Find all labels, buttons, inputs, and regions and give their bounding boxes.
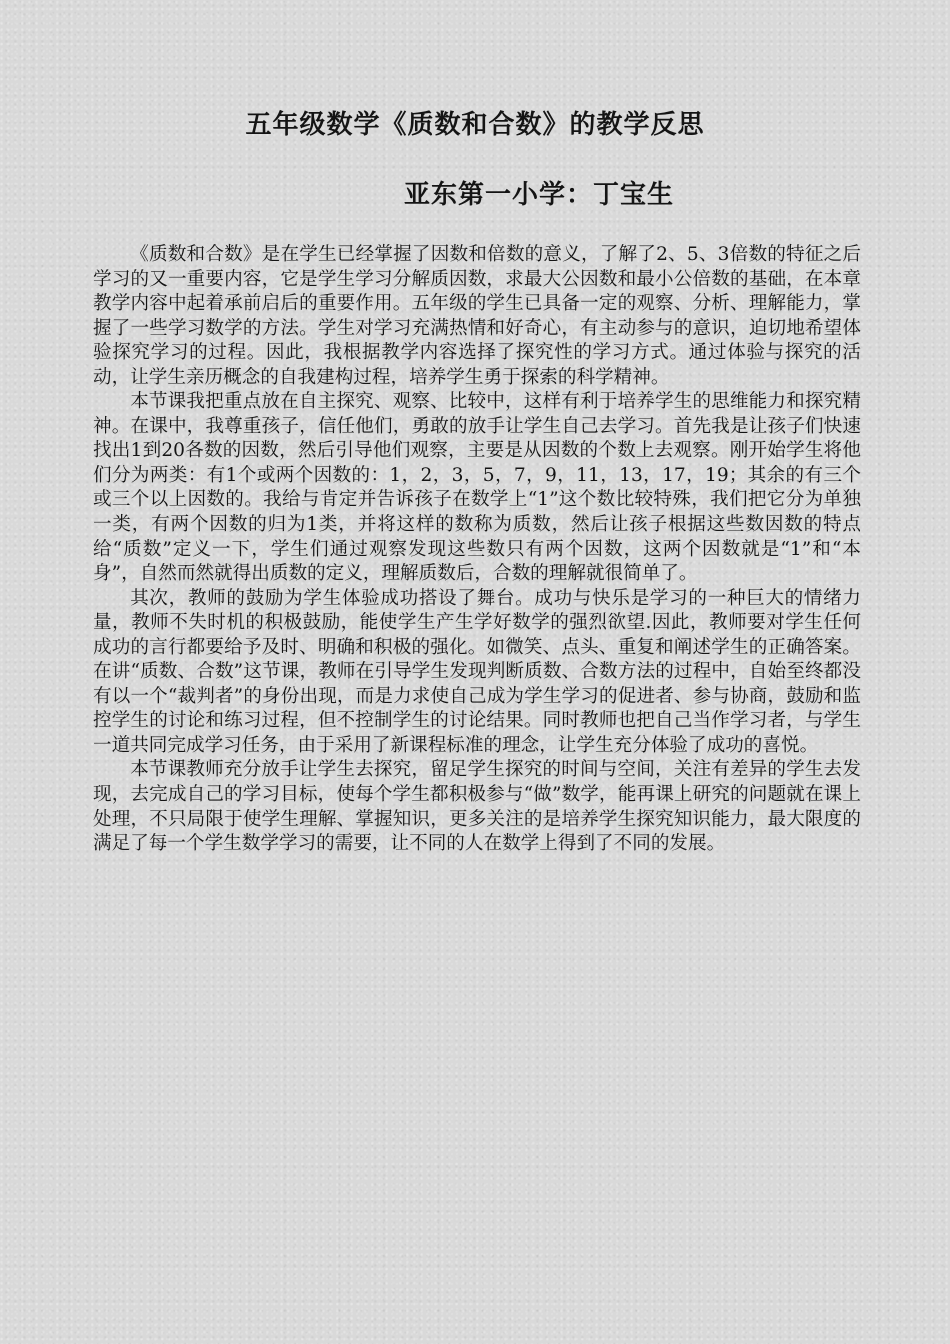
paragraph-4: 本节课教师充分放手让学生去探究，留足学生探究的时间与空间，关注有差异的学生去发现，去完成自己的学习目标，使每个学生都积极参与“做”数学，能再课上研究的问题就在课上处理，不只局限于使学生理解、掌握知识，更多关注的是培养学生探究知识能力，最大限度的满足了每一个学生数学学习的需要，让不同的人在数学上得到了不同的发展。 xyxy=(93,759,861,855)
paragraph-2: 本节课我把重点放在自主探究、观察、比较中，这样有利于培养学生的思维能力和探究精神。在课中，我尊重孩子，信任他们，勇敢的放手让学生自己去学习。首先我是让孩子们快速找出1到20各数的因数，然后引导他们观察，主要是从因数的个数上去观察。刚开始学生将他们分为两类：有1个或两个因数的：1，2，3，5，7，9，11，13，17，19；其余的有三个或三个以上因数的。我给与肯定并告诉孩子在数学上“1”这个数比较特殊，我们把它分为单独一类，有两个因数的归为1类，并将这样的数称为质数，然后让孩子根据这些数因数的特点给“质数”定义一下，学生们通过观察发现这些数只有两个因数，这两个因数就是“1”和“本身”，自然而然就得出质数的定义，理解质数后，合数的理解就很简单了。 xyxy=(93,391,861,585)
paragraph-3: 其次，教师的鼓励为学生体验成功搭设了舞台。成功与快乐是学习的一种巨大的情绪力量，教师不失时机的积极鼓励，能使学生产生学好数学的强烈欲望.因此，教师要对学生任何成功的言行都要给予及时、明确和积极的强化。如微笑、点头、重复和阐述学生的正确答案。在讲“质数、合数”这节课，教师在引导学生发现判断质数、合数方法的过程中，自始至终都没有以一个“裁判者”的身份出现，而是力求使自己成为学生学习的促进者、参与协商，鼓励和监控学生的讨论和练习过程，但不控制学生的讨论结果。同时教师也把自己当作学习者，与学生一道共同完成学习任务，由于采用了新课程标准的理念，让学生充分体验了成功的喜悦。 xyxy=(93,587,861,756)
document-body xyxy=(93,243,861,857)
author-line: 亚东第一小学：丁宝生 xyxy=(404,180,675,210)
paragraph-1: 《质数和合数》是在学生已经掌握了因数和倍数的意义，了解了2、5、3倍数的特征之后学习的又一重要内容，它是学生学习分解质因数，求最大公因数和最小公倍数的基础，在本章教学内容中起着承前启后的重要作用。五年级的学生已具备一定的观察、分析、理解能力，掌握了一些学习数学的方法。学生对学习充满热情和好奇心，有主动参与的意识，迫切地希望体验探究学习的过程。因此，我根据教学内容选择了探究性的学习方式。通过体验与探究的活动，让学生亲历概念的自我建构过程，培养学生勇于探索的科学精神。 xyxy=(93,244,861,388)
document-title: 五年级数学《质数和合数》的教学反思 xyxy=(245,110,705,140)
